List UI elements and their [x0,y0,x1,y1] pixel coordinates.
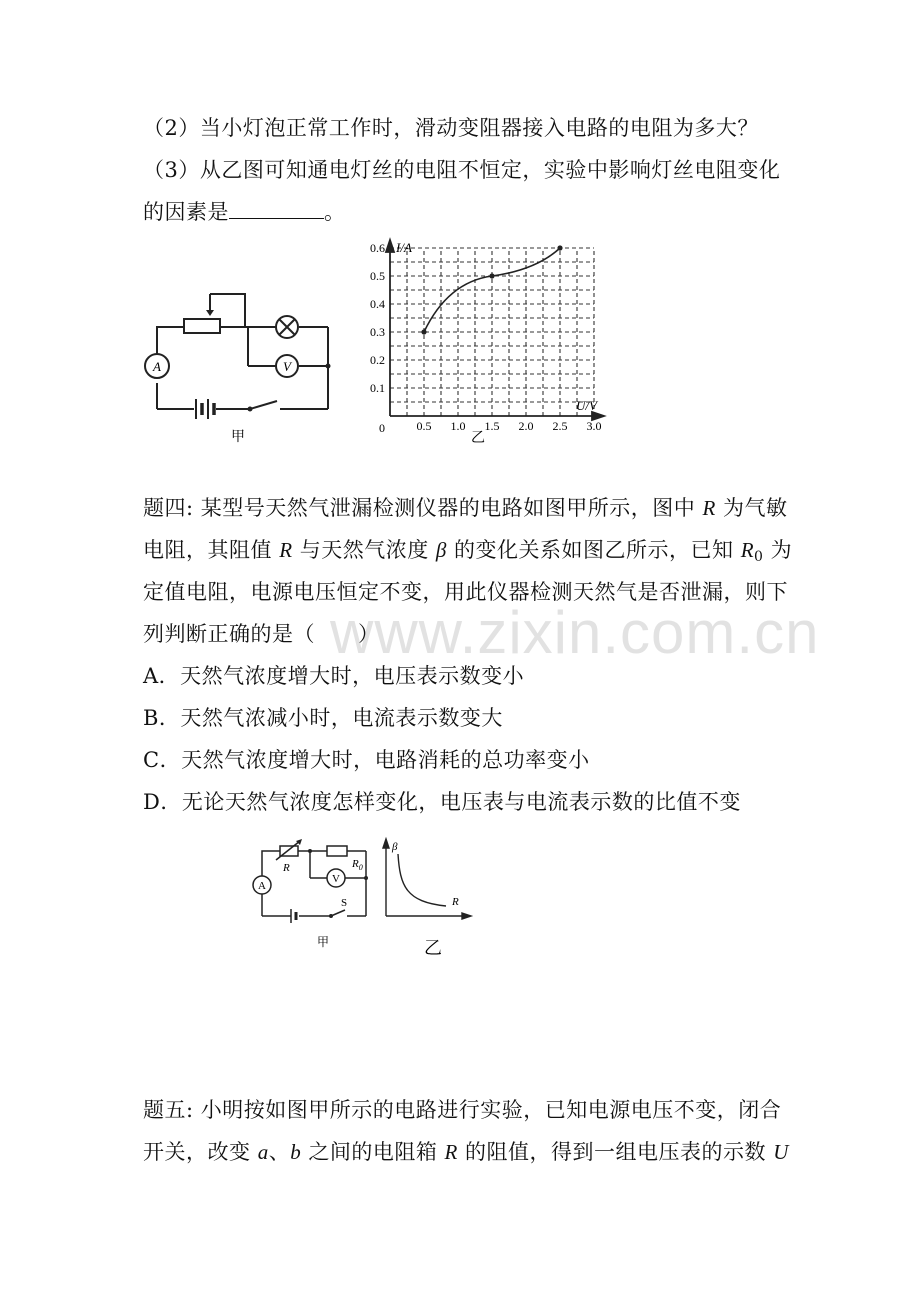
x-tick-label: 3.0 [586,419,602,433]
switch-label: S [341,897,348,909]
option-a[interactable]: A．天然气浓度增大时，电压表示数变小 [143,664,525,688]
data-point [421,329,426,334]
circuit-caption-1: 甲 [231,430,245,445]
q4-line1-text: 题四: 某型号天然气泄漏检测仪器的电路如图甲所示，图中 [143,496,703,520]
beta-r-curve [398,854,446,906]
q3-part2: （2）当小灯泡正常工作时，滑动变阻器接入电路的电阻为多大？ [143,116,759,140]
y-tick-label: 0.6 [370,241,385,255]
q4-line1 [143,494,787,522]
var-u: U [773,1140,789,1164]
q5-line2-mid2: 的阻值，得到一组电压表的示数 [457,1140,774,1164]
q3-part3-line2 [143,198,346,226]
graph-caption-2: 乙 [424,938,442,958]
var-r: R [444,1140,458,1164]
q4-line2 [143,536,792,571]
q4-line2-text: 电阻，其阻值 [143,538,280,562]
option-c[interactable]: C．天然气浓度增大时，电路消耗的总功率变小 [143,748,590,772]
y-axis-label: I/A [396,240,412,255]
q4-line2-end: 为 [763,538,793,562]
voltmeter-label: V [332,873,340,885]
watermark: www.zixin.com.cn [330,599,820,666]
q5-line2-mid: 之间的电阻箱 [301,1140,445,1164]
circuit-diagram-2 [245,836,380,951]
q4-line2-mid: 与天然气浓度 [292,538,436,562]
q5-line1: 题五: 小明按如图甲所示的电路进行实验，已知电源电压不变，闭合 [143,1098,782,1122]
x-tick-label: 0.5 [416,419,432,433]
beta-axis-label: β [392,841,398,853]
data-point [557,245,562,250]
ammeter-label: A [153,359,161,374]
x-tick-label: 2.5 [552,419,568,433]
resistor-r-label: R [283,862,290,874]
resistor-r0-label: $R_0$ [352,858,363,872]
q4-line3: 定值电阻，电源电压恒定不变，用此仪器检测天然气是否泄漏，则下 [143,580,788,604]
circuit-diagram-1 [132,280,342,445]
voltmeter-label: V [283,359,291,374]
beta-r-graph [378,836,478,958]
data-point [489,273,494,278]
var-r0-sub: 0 [754,549,764,565]
option-d[interactable]: D．无论天然气浓度怎样变化，电压表与电流表示数的比值不变 [143,790,741,814]
circuit-caption-2: 甲 [316,935,330,949]
var-b: b [290,1140,302,1164]
q3-part3-end: 。 [324,200,346,224]
y-tick-label: 0.3 [370,325,385,339]
var-a: a [257,1140,269,1164]
answer-blank [229,198,324,219]
origin-label: 0 [379,421,385,435]
var-r: R [702,496,716,520]
graph-caption-1: 乙 [471,431,485,446]
var-r: R [279,538,293,562]
ammeter-label: A [258,880,266,892]
var-r0: R [740,538,755,562]
y-tick-label: 0.5 [370,269,385,283]
r-axis-label: R [452,896,459,908]
x-axis-label: U/V [576,398,597,413]
q3-part3-line1: （3）从乙图可知通电灯丝的电阻不恒定，实验中影响灯丝电阻变化 [143,158,781,182]
iv-graph [360,236,610,446]
q4-line1-end: 为气敏 [715,496,788,520]
option-b[interactable]: B．天然气浓减小时，电流表示数变大 [143,706,503,730]
q4-line4: 列判断正确的是（ ） [143,622,380,646]
x-tick-label: 1.5 [484,419,500,433]
y-tick-label: 0.1 [370,381,385,395]
y-tick-label: 0.2 [370,353,385,367]
q5-line2-text: 开关，改变 [143,1140,258,1164]
x-tick-label: 1.0 [450,419,466,433]
var-beta: β [435,538,447,562]
graph-grid [390,248,594,416]
lamp-icon [276,316,298,338]
y-tick-label: 0.4 [370,297,385,311]
q5-sep: 、 [268,1140,291,1164]
q5-line2 [143,1138,789,1166]
x-tick-label: 2.0 [518,419,534,433]
q3-part3-text: 的因素是 [143,200,229,224]
q4-line2-mid2: 的变化关系如图乙所示，已知 [446,538,741,562]
